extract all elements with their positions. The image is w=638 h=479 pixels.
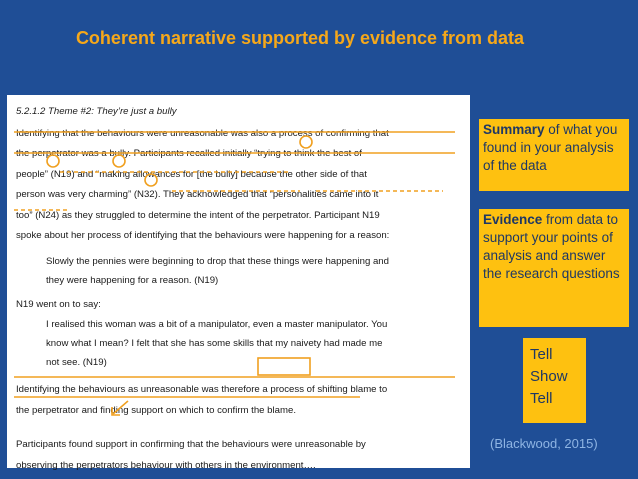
evidence-callout <box>479 209 629 327</box>
block-quote-line: I realised this woman was a bit of a manipulator, even a master manipulator. You <box>46 319 388 330</box>
evidence-callout-bold: Evidence <box>483 212 543 227</box>
summary-callout-bold: Summary <box>483 122 545 137</box>
paragraph-line: people” (N19) and “making allowances for [the bully] because the other side of that <box>16 168 367 180</box>
tell-label: Tell <box>530 390 553 407</box>
block-quote-line: they were happening for a reason. (N19) <box>46 274 219 286</box>
block-quote-line: Slowly the pennies were beginning to drop that these things were happening and <box>46 255 389 267</box>
paragraph-line: the perpetrator was a bully. Participants recalled initially “trying to think the best of <box>16 148 362 159</box>
tell-show-tell-callout <box>523 338 586 423</box>
paragraph-line: Participants found support in confirming that the behaviours were unreasonable by <box>16 439 366 450</box>
paragraph-line: spoke about her process of identifying that the behaviours were happening for a reason: <box>16 230 390 241</box>
section-heading: 5.2.1.2 Theme #2: They’re just a bully <box>16 106 177 117</box>
slide-title: Coherent narrative supported by evidence from data <box>75 28 525 48</box>
citation: (Blackwood, 2015) <box>490 436 598 451</box>
paragraph-line: too” (N24) as they struggled to determine the intent of the perpetrator. Participant N19 <box>16 209 380 221</box>
tell-label: Tell <box>530 346 553 363</box>
paragraph-line: N19 went on to say: <box>16 298 101 310</box>
document-excerpt <box>7 95 470 471</box>
paragraph-line: the perpetrator and finding support on which to confirm the blame. <box>16 404 296 416</box>
paragraph-line: person was very charming” (N32). They acknowledged that “personalities came into it <box>16 189 379 200</box>
paragraph-line: observing the perpetrators behaviour with others in the environment…. <box>16 459 316 471</box>
paragraph-line: Identifying the behaviours as unreasonable was therefore a process of shifting blame to <box>16 384 388 395</box>
evidence-callout-text: from data to support your points of analysis and answer the research questions <box>483 212 620 281</box>
summary-callout <box>479 119 629 191</box>
block-quote-line: know what I mean? I felt that she has some skills that my naivety had made me <box>46 338 383 349</box>
show-label: Show <box>530 368 568 385</box>
block-quote-line: not see. (N19) <box>46 357 107 368</box>
summary-callout-text: of what you found in your analysis of the data <box>483 122 618 173</box>
paragraph-line: Identifying that the behaviours were unreasonable was also a process of confirming that <box>16 127 389 139</box>
